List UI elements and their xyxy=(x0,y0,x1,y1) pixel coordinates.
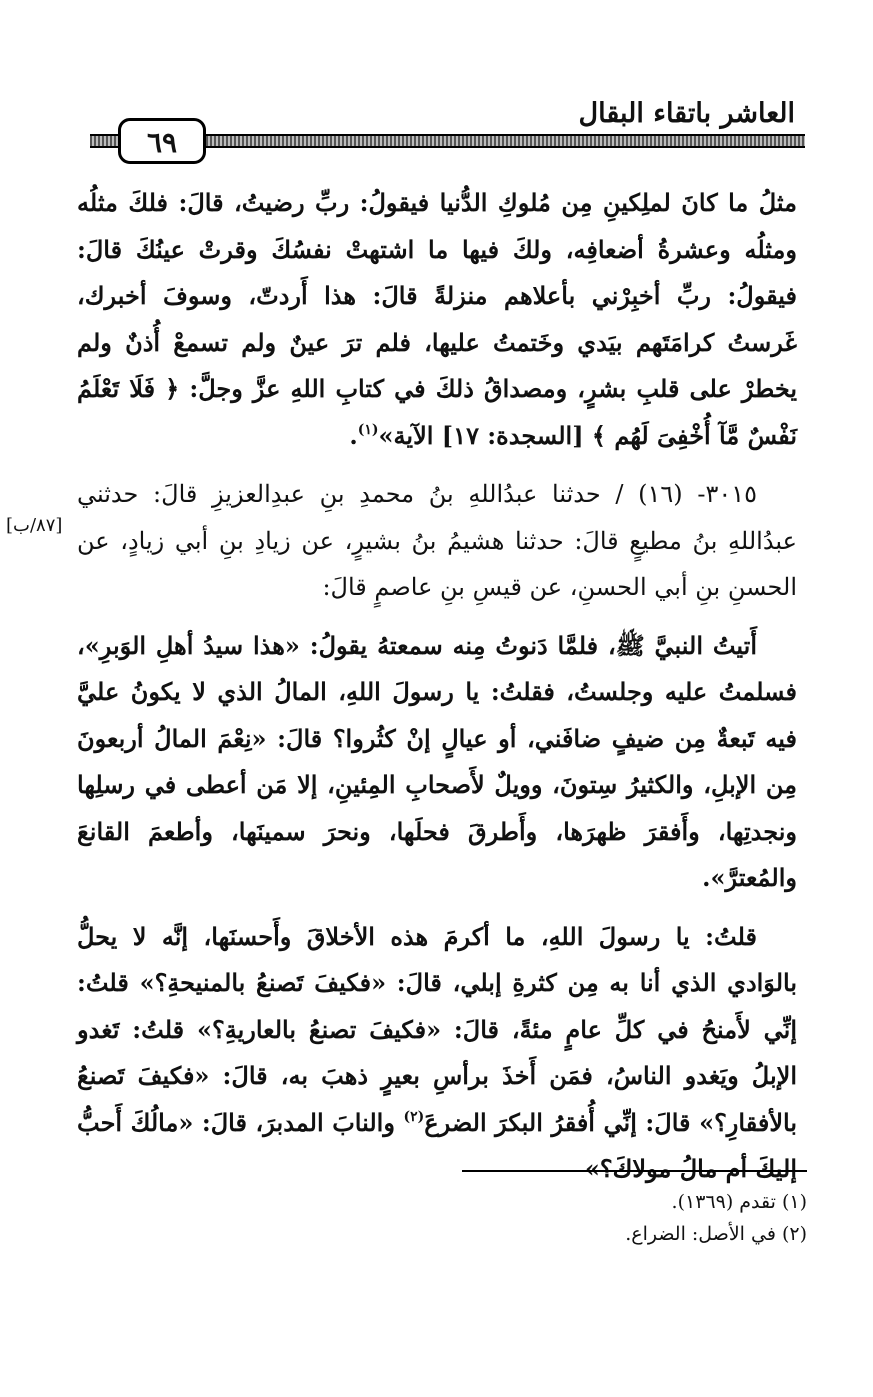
running-header-title: العاشر باتقاء البقال xyxy=(578,98,795,129)
hadith-isnad: ٣٠١٥- (١٦) / حدثنا عبدُاللهِ بنُ محمدِ بنِ عبدِالعزيزِ قالَ: حدثني عبدُاللهِ بنُ مطيعٍ قالَ: حدثنا هشيمُ بنُ بشيرٍ، عن زيادِ بنِ أبي زيادٍ، عن الحسنِ بنِ أبي الحسنِ، عن قيسِ بنِ عاصمٍ قالَ: xyxy=(77,480,797,601)
paragraph-1: مثلُ ما كانَ لملِكينِ مِن مُلوكِ الدُّنيا فيقولُ: ربِّ رضيتُ، قالَ: فلكَ مثلُه ومثلُه وعشرةُ أضعافِه، ولكَ فيها ما اشتهتْ نفسُكَ وقرتْ عينُكَ قالَ: فيقولُ: ربِّ أخبِرْني بأعلاهم منزلةً قالَ: هذا أَردتّ، وسوفَ أخبرك، غَرستُ كرامَتَهم بيَدي وخَتمتُ عليها، فلم ترَ عينٌ ولم تسمعْ أُذنٌ ولم يخطرْ على قلبِ بشرٍ، ومصداقُ ذلكَ في كتابِ اللهِ عزَّ وجلَّ: ﴿ فَلَا تَعْلَمُ نَفْسٌ مَّآ أُخْفِىَ لَهُم ﴾ [السجدة: ١٧] الآية»$^{(١)}$. xyxy=(77,188,797,450)
paragraph-1-text: مثلُ ما كانَ لملِكينِ مِن مُلوكِ الدُّنيا فيقولُ: ربِّ رضيتُ، قالَ: فلكَ مثلُه ومثلُه وعشرةُ أضعافِه، ولكَ فيها ما اشتهتْ نفسُكَ وقرتْ عينُكَ قالَ: فيقولُ: ربِّ أخبِرْني بأعلاهم منزلةً قالَ: هذا أَردتّ، وسوفَ أخبرك، غَرستُ كرامَتَهم بيَدي وخَتمتُ عليها، فلم ترَ عينٌ ولم تسمعْ أُذنٌ ولم يخطرْ على قلبِ بشرٍ، ومصداقُ ذلكَ في كتابِ اللهِ عزَّ وجلَّ: ﴿ فَلَا تَعْلَمُ نَفْسٌ مَّآ أُخْفِىَ لَهُم ﴾ [السجدة: ١٧] الآية» xyxy=(77,188,797,450)
footnotes xyxy=(87,1186,807,1250)
page-number: ٦٩ xyxy=(118,118,206,164)
margin-note: [٨٧/ب] xyxy=(6,515,63,536)
paragraph-4-tail: والنابَ المدبرَ، قالَ: «مالُكَ أَحبُّ إليكَ أم مالُ مولاكَ؟» xyxy=(77,1107,797,1183)
paragraph-4 xyxy=(77,914,797,1193)
main-text xyxy=(77,180,797,1193)
footnote-2: (٢) في الأصل: الضراع. xyxy=(625,1223,807,1245)
footnote-marker-2: (٢) xyxy=(403,1108,425,1125)
footnote-marker-1: (١) xyxy=(357,421,379,438)
footnote-1: (١) تقدم (١٣٦٩). xyxy=(671,1191,807,1213)
paragraph-3: أَتيتُ النبيَّ ﷺ، فلمَّا دَنوتُ مِنه سمعتهُ يقولُ: «هذا سيدُ أهلِ الوَبرِ»، فسلمتُ عليه وجلستُ، فقلتُ: يا رسولَ اللهِ، المالُ الذي لا يكونُ عليَّ فيه تَبعةٌ مِن ضيفٍ ضافَني، أو عيالٍ إنْ كثُروا؟ قالَ: «نِعْمَ المالُ أربعونَ مِن الإبلِ، والكثيرُ سِتونَ، وويلٌ لأَصحابِ المِئينِ، إلا مَن أعطى في رسلِها ونجدتِها، وأَفقرَ ظهرَها، وأَطرقَ فحلَها، ونحرَ سمينَها، وأطعمَ القانعَ والمُعترَّ». xyxy=(77,630,797,892)
footnote-rule xyxy=(462,1170,807,1172)
paragraph-4-text: قلتُ: يا رسولَ اللهِ، ما أكرمَ هذه الأخلاقَ وأَحسنَها، إنَّه لا يحلُّ بالوَادي الذي أنا به مِن كثرةِ إبلي، قالَ: «فكيفَ تَصنعُ بالمنيحةِ؟» قلتُ: إنِّي لأَمنحُ في كلِّ عامٍ مئةً، قالَ: «فكيفَ تصنعُ بالعاريةِ؟» قلتُ: تَغدو الإبلُ ويَغدو الناسُ، فمَن أَخذَ برأسِ بعيرٍ ذهبَ به، قالَ: «فكيفَ تَصنعُ بالأفقارِ؟» قالَ: إنِّي أُفقرُ البكرَ الضرعَ xyxy=(77,921,797,1137)
